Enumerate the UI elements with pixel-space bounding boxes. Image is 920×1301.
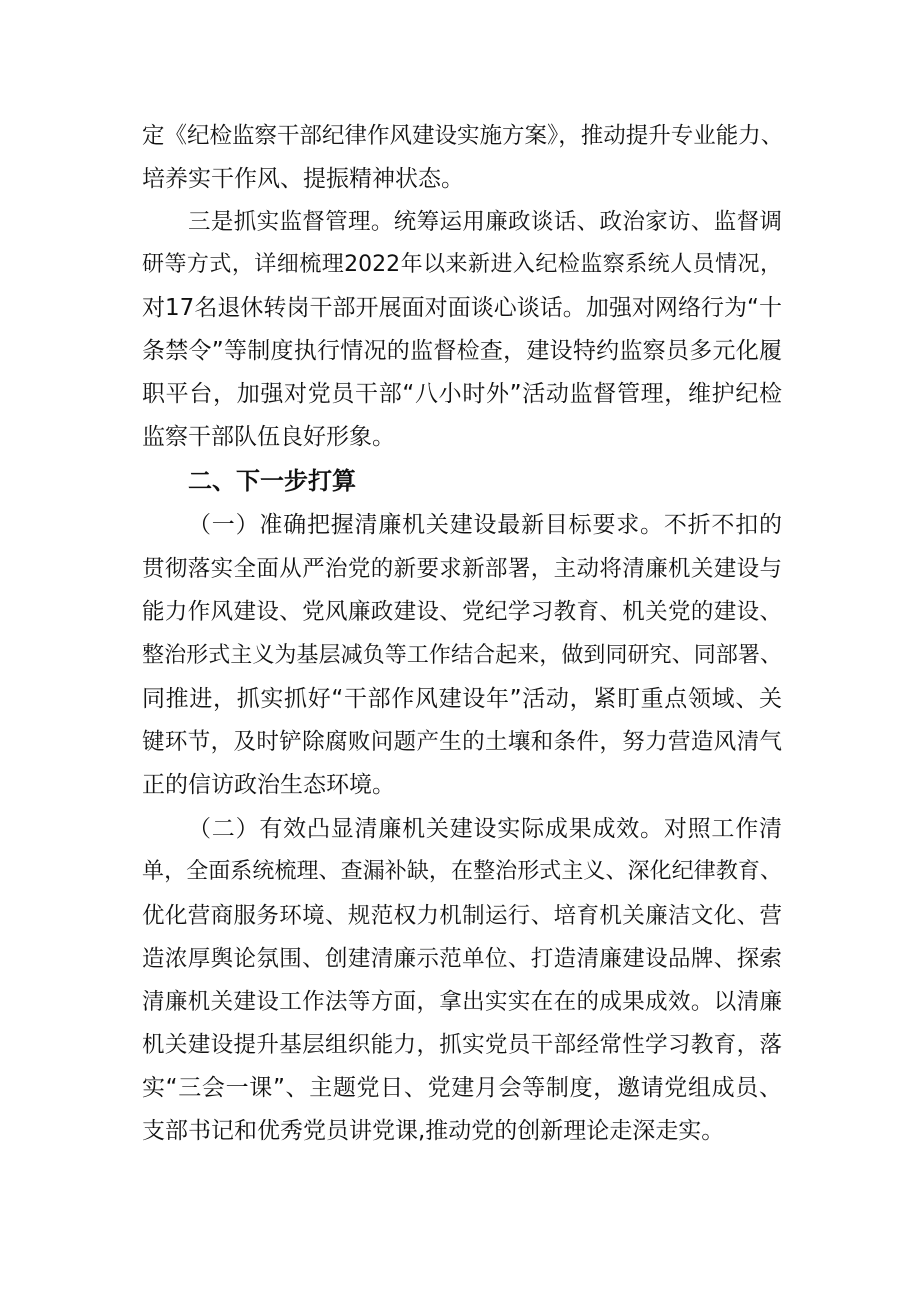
text-line: 机关建设提升基层组织能力，抓实党员干部经常性学习教育，落 — [142, 1032, 782, 1058]
text-line: 定《纪检监察干部纪律作风建设实施方案》，推动提升专业能力、 — [142, 123, 784, 149]
text-line: 同推进，抓实抓好“干部作风建设年”活动，紧盯重点领域、关 — [142, 686, 782, 712]
text-line: （二）有效凸显清廉机关建设实际成果成效。对照工作清 — [188, 816, 782, 842]
section-heading: 二、下一步打算 — [188, 467, 356, 495]
text-line: 实“三会一课”、主题党日、党建月会等制度，邀请党组成员、 — [142, 1075, 782, 1101]
text-line: 条禁令”等制度执行情况的监督检查，建设特约监察员多元化履 — [142, 338, 782, 364]
text-line: 键环节，及时铲除腐败问题产生的土壤和条件，努力营造风清气 — [142, 729, 782, 755]
text-line: 贯彻落实全面从严治党的新要求新部署，主动将清廉机关建设与 — [142, 556, 782, 582]
text-line: 整治形式主义为基层减负等工作结合起来，做到同研究、同部署、 — [142, 643, 782, 668]
text-line: 能力作风建设、党风廉政建设、党纪学习教育、机关党的建设、 — [142, 599, 782, 625]
text-line: 监察干部队伍良好形象。 — [142, 424, 395, 450]
text-line: 造浓厚舆论氛围、创建清廉示范单位、打造清廉建设品牌、探索 — [142, 946, 782, 972]
text-line: 正的信访政治生态环境。 — [142, 772, 395, 798]
text-line: 三是抓实监督管理。统筹运用廉政谈话、政治家访、监督调 — [188, 209, 782, 235]
text-line: 优化营商服务环境、规范权力机制运行、培育机关廉洁文化、营 — [142, 903, 782, 929]
text-line: 清廉机关建设工作法等方面，拿出实实在在的成果成效。以清廉 — [142, 989, 782, 1015]
text-line: 研等方式，详细梳理2022年以来新进入纪检监察系统人员情况， — [142, 252, 782, 277]
text-line: 支部书记和优秀党员讲党课,推动党的创新理论走深走实。 — [142, 1118, 725, 1144]
text-line: 培养实干作风、提振精神状态。 — [142, 166, 464, 192]
text-line: （一）准确把握清廉机关建设最新目标要求。不折不扣的 — [188, 512, 782, 538]
text-line: 单，全面系统梳理、查漏补缺，在整治形式主义、深化纪律教育、 — [142, 859, 782, 884]
text-line: 对17名退休转岗干部开展面对面谈心谈话。加强对网络行为“十 — [142, 295, 782, 321]
text-line: 职平台，加强对党员干部“八小时外”活动监督管理，维护纪检 — [142, 381, 782, 407]
